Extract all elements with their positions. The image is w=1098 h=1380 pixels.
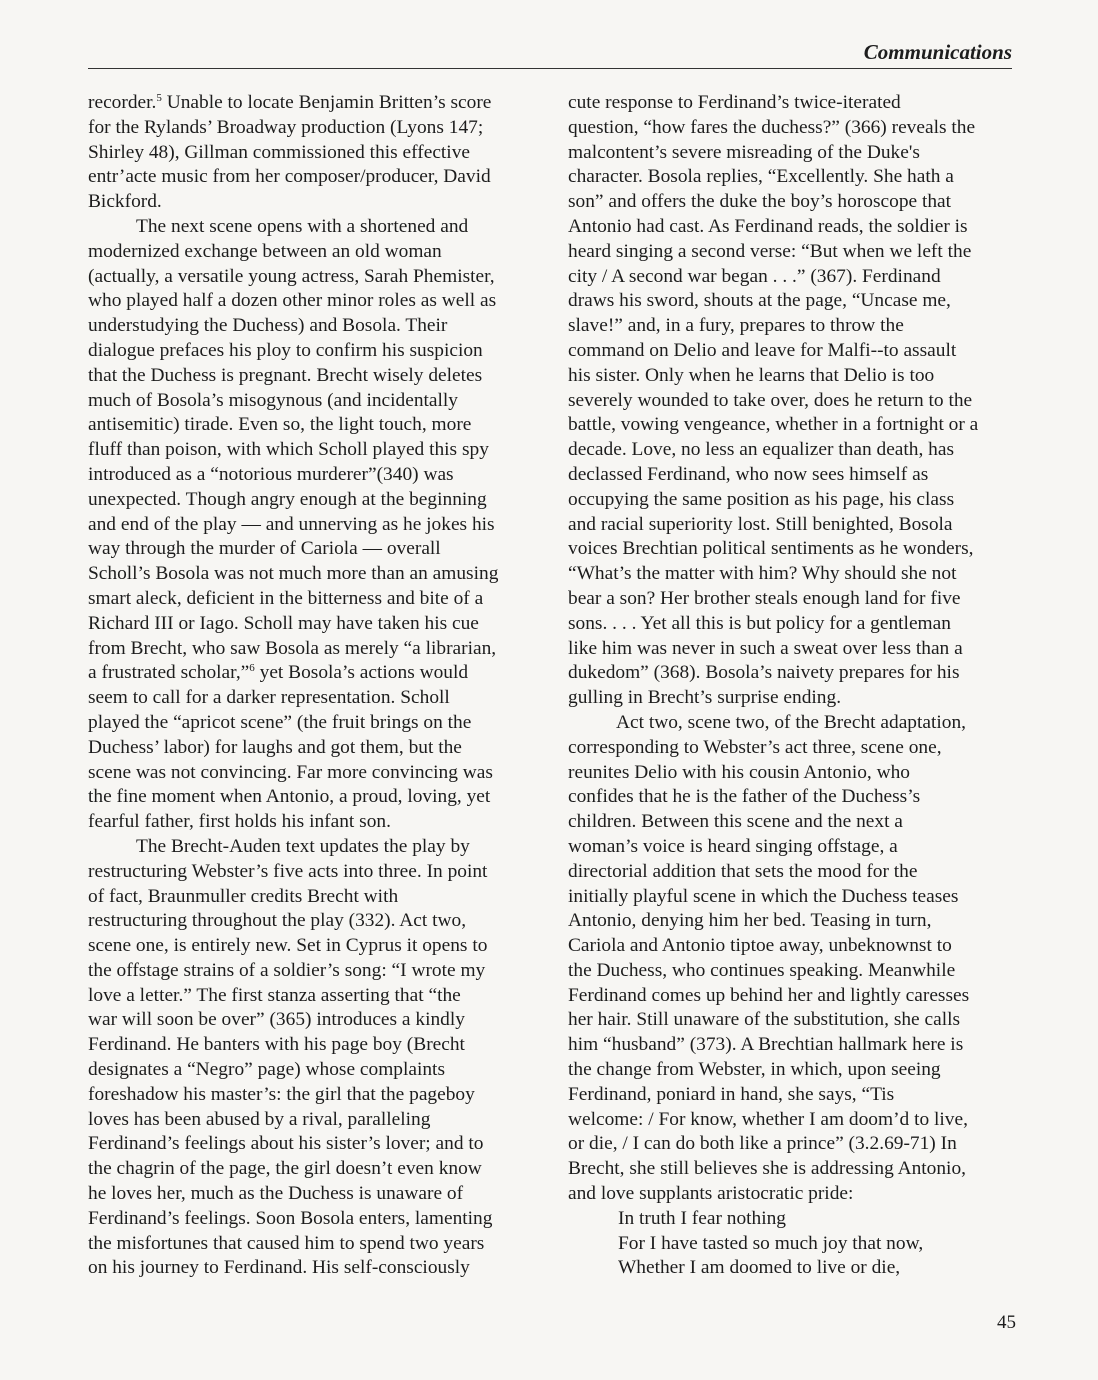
text-line — [88, 1132, 540, 1157]
text-line — [568, 909, 1014, 934]
line-text: “What’s the matter with him? Why should she not — [568, 563, 957, 585]
line-text: he loves her, much as the Duchess is unaware of — [88, 1183, 464, 1205]
text-line — [568, 835, 1014, 860]
line-text: sons. . . . Yet all this is but policy for a gentleman — [568, 612, 951, 634]
text-line — [88, 810, 540, 835]
text-line — [568, 215, 1014, 240]
line-text: that the Duchess is pregnant. Brecht wisely deletes — [88, 364, 483, 386]
line-text: like him was never in such a sweat over less than a — [568, 637, 963, 659]
line-text: for the Rylands’ Broadway production (Lyons 147; — [88, 116, 484, 138]
line-text: The next scene opens with a shortened and — [136, 215, 469, 237]
line-text: restructuring throughout the play (332). Act two, — [88, 910, 467, 932]
text-line — [568, 562, 1014, 587]
line-text: command on Delio and leave for Malfi--to assault — [568, 339, 957, 361]
line-text: modernized exchange between an old woman — [88, 240, 442, 262]
line-text: woman’s voice is heard singing offstage, a — [568, 835, 898, 857]
line-text: reunites Delio with his cousin Antonio, who — [568, 761, 911, 783]
text-line — [568, 1157, 1014, 1182]
text-line — [88, 761, 540, 786]
text-line — [88, 1108, 540, 1133]
text-line — [88, 289, 540, 314]
text-line — [88, 934, 540, 959]
line-text: heard singing a second verse: “But when we left the — [568, 240, 972, 262]
footnote-marker[interactable]: 6 — [249, 662, 255, 675]
line-text: Antonio had cast. As Ferdinand reads, the soldier is — [568, 215, 968, 237]
text-line — [88, 984, 540, 1009]
line-text: much of Bosola’s misogynous (and incidentally — [88, 389, 458, 411]
text-line — [568, 265, 1014, 290]
line-text: the chagrin of the page, the girl doesn’t even know — [88, 1158, 482, 1180]
line-text: city / A second war began . . .” (367). Ferdinand — [568, 265, 941, 287]
line-text: voices Brechtian political sentiments as he wonders, — [568, 538, 974, 560]
text-line — [568, 587, 1014, 612]
line-text: For I have tasted so much joy that now, — [618, 1232, 924, 1254]
line-text: welcome: / For know, whether I am doom’d to live, — [568, 1108, 968, 1130]
line-text: Act two, scene two, of the Brecht adaptation, — [616, 711, 966, 733]
text-line — [568, 612, 1014, 637]
line-text: love a letter.” The first stanza asserting that “the — [88, 984, 461, 1006]
line-text: his sister. Only when he learns that Delio is too — [568, 364, 935, 386]
line-text: decade. Love, no less an equalizer than death, has — [568, 439, 955, 461]
text-line — [568, 761, 1014, 786]
line-text: The Brecht-Auden text updates the play by — [136, 835, 470, 857]
text-line — [88, 1008, 540, 1033]
line-text: the change from Webster, in which, upon seeing — [568, 1059, 941, 1081]
text-line — [88, 513, 540, 538]
line-text: gulling in Brecht’s surprise ending. — [568, 687, 842, 709]
line-text: understudying the Duchess) and Bosola. Their — [88, 315, 448, 337]
text-line — [88, 909, 540, 934]
text-line — [568, 885, 1014, 910]
text-line — [88, 265, 540, 290]
text-line — [568, 165, 1014, 190]
text-line — [88, 661, 540, 686]
text-line — [568, 860, 1014, 885]
text-line — [88, 637, 540, 662]
text-line — [88, 1033, 540, 1058]
line-text: slave!” and, in a fury, prepares to throw the — [568, 315, 904, 337]
line-text: son” and offers the duke the boy’s horoscope that — [568, 191, 952, 213]
text-line — [88, 711, 540, 736]
line-text: children. Between this scene and the next a — [568, 811, 903, 833]
line-text: corresponding to Webster’s act three, scene one, — [568, 736, 942, 758]
text-line — [88, 314, 540, 339]
text-line — [88, 1083, 540, 1108]
line-text: foreshadow his master’s: the girl that the pageboy — [88, 1083, 475, 1105]
line-text: entr’acte music from her composer/producer, David — [88, 166, 491, 188]
line-text: Duchess’ labor) for laughs and got them, but the — [88, 736, 462, 758]
text-line — [88, 587, 540, 612]
text-line — [568, 537, 1014, 562]
line-text-continued: Unable to locate Benjamin Britten’s score — [161, 92, 492, 113]
text-line — [88, 438, 540, 463]
line-text: dialogue prefaces his ploy to confirm his suspicion — [88, 339, 483, 361]
line-text: restructuring Webster’s five acts into three. In point — [88, 860, 488, 882]
text-line — [568, 959, 1014, 984]
line-text: Scholl’s Bosola was not much more than an amusing — [88, 563, 499, 585]
line-text: Bickford. — [88, 191, 162, 213]
text-line — [88, 91, 540, 116]
running-header — [88, 40, 1012, 69]
text-line — [568, 785, 1014, 810]
line-text: character. Bosola replies, “Excellently. She hath a — [568, 166, 954, 188]
line-text: him “husband” (373). A Brechtian hallmark here is — [568, 1034, 964, 1056]
text-line — [88, 389, 540, 414]
line-text: declassed Ferdinand, who now sees himself as — [568, 463, 929, 485]
line-text: smart aleck, deficient in the bitterness and bite of a — [88, 587, 484, 609]
text-line — [568, 984, 1014, 1009]
left-text-column — [88, 91, 540, 1281]
text-line — [568, 463, 1014, 488]
text-line — [88, 463, 540, 488]
text-line — [568, 240, 1014, 265]
text-line — [88, 364, 540, 389]
text-line — [568, 91, 1014, 116]
line-text: (actually, a versatile young actress, Sarah Phemister, — [88, 265, 495, 287]
line-text-continued: yet Bosola’s actions would — [254, 662, 469, 684]
text-line — [568, 513, 1014, 538]
line-text: antisemitic) tirade. Even so, the light touch, more — [88, 414, 472, 436]
line-text: battle, vowing vengeance, whether in a fortnight or a — [568, 414, 979, 436]
line-text: dukedom” (368). Bosola’s naivety prepares for his — [568, 662, 960, 684]
line-text: fluff than poison, with which Scholl played this spy — [88, 439, 489, 461]
text-line — [568, 141, 1014, 166]
line-text: and love supplants aristocratic pride: — [568, 1183, 854, 1205]
text-line — [88, 1207, 540, 1232]
text-line — [568, 488, 1014, 513]
text-line — [568, 1108, 1014, 1133]
line-text: occupying the same position as his page, his class — [568, 488, 955, 510]
text-line — [88, 141, 540, 166]
text-line — [568, 1008, 1014, 1033]
line-text: a frustrated scholar,” — [88, 662, 250, 684]
page-number: 45 — [997, 1312, 1016, 1333]
text-line — [568, 1083, 1014, 1108]
line-text: and racial superiority lost. Still benighted, Bosola — [568, 513, 953, 535]
line-text: scene one, is entirely new. Set in Cyprus it opens to — [88, 935, 488, 957]
text-line — [568, 934, 1014, 959]
text-line — [568, 1182, 1014, 1207]
line-text: cute response to Ferdinand’s twice-iterated — [568, 92, 901, 113]
text-line — [88, 339, 540, 364]
line-text: Ferdinand comes up behind her and lightly caresses — [568, 984, 970, 1006]
text-line — [568, 190, 1014, 215]
text-line — [88, 686, 540, 711]
line-text: Whether I am doomed to live or die, — [618, 1257, 901, 1279]
line-text: Richard III or Iago. Scholl may have taken his cue — [88, 612, 479, 634]
text-line — [568, 637, 1014, 662]
line-text: draws his sword, shouts at the page, “Uncase me, — [568, 290, 951, 312]
line-text: recorder. — [88, 92, 157, 113]
line-text: war will soon be over” (365) introduces a kindly — [88, 1009, 465, 1031]
line-text: designates a “Negro” page) whose complaints — [88, 1059, 445, 1081]
text-line — [88, 190, 540, 215]
line-text: Shirley 48), Gillman commissioned this effective — [88, 141, 470, 163]
line-text: fearful father, first holds his infant son. — [88, 811, 391, 833]
line-text: question, “how fares the duchess?” (366) reveals the — [568, 116, 976, 138]
line-text: severely wounded to take over, does he return to the — [568, 389, 973, 411]
text-line — [88, 537, 540, 562]
text-line — [88, 959, 540, 984]
line-text: Ferdinand, poniard in hand, she says, “Tis — [568, 1083, 895, 1105]
text-line — [568, 1058, 1014, 1083]
text-line — [88, 612, 540, 637]
line-text: who played half a dozen other minor roles as well as — [88, 290, 497, 312]
text-line — [568, 438, 1014, 463]
line-text: In truth I fear nothing — [618, 1207, 787, 1229]
verse-line — [568, 1207, 1014, 1232]
text-line — [88, 785, 540, 810]
text-line — [568, 413, 1014, 438]
text-line — [568, 661, 1014, 686]
line-text: malcontent’s severe misreading of the Duke's — [568, 141, 920, 163]
line-text: or die, / I can do both like a prince” (3.2.69-71) In — [568, 1133, 957, 1155]
line-text: her hair. Still unaware of the substitution, she calls — [568, 1009, 961, 1031]
line-text: Antonio, denying him her bed. Teasing in turn, — [568, 910, 932, 932]
line-text: the fine moment when Antonio, a proud, loving, yet — [88, 786, 491, 808]
text-line — [568, 116, 1014, 141]
text-line — [88, 885, 540, 910]
text-line — [88, 1157, 540, 1182]
line-text: initially playful scene in which the Duchess teases — [568, 885, 959, 907]
text-line — [88, 413, 540, 438]
text-line — [568, 339, 1014, 364]
text-line — [568, 1132, 1014, 1157]
right-text-column — [568, 91, 1014, 1281]
line-text: way through the murder of Cariola — overall — [88, 538, 441, 560]
text-line — [88, 1256, 540, 1281]
line-text: and end of the play — and unnerving as he jokes his — [88, 513, 495, 535]
line-text: Ferdinand. He banters with his page boy (Brecht — [88, 1034, 465, 1056]
line-text: the Duchess, who continues speaking. Meanwhile — [568, 959, 956, 981]
line-text: confides that he is the father of the Duchess’s — [568, 786, 921, 808]
text-line — [88, 488, 540, 513]
line-text: introduced as a “notorious murderer”(340) was — [88, 463, 454, 485]
text-line — [568, 389, 1014, 414]
text-line — [88, 1058, 540, 1083]
footnote-marker[interactable]: 5 — [156, 92, 162, 104]
text-line — [568, 364, 1014, 389]
text-line — [568, 711, 1014, 736]
text-line — [88, 165, 540, 190]
verse-line — [568, 1232, 1014, 1257]
verse-line — [568, 1256, 1014, 1281]
line-text: Ferdinand’s feelings. Soon Bosola enters, lamenting — [88, 1207, 493, 1229]
line-text: the misfortunes that caused him to spend two years — [88, 1232, 485, 1254]
journal-section-title: Communications — [863, 40, 1012, 64]
text-line — [88, 835, 540, 860]
line-text: scene was not convincing. Far more convincing was — [88, 761, 493, 783]
text-line — [88, 116, 540, 141]
text-line — [568, 314, 1014, 339]
text-line — [88, 562, 540, 587]
line-text: bear a son? Her brother steals enough land for five — [568, 587, 961, 609]
line-text: Ferdinand’s feelings about his sister’s lover; and to — [88, 1133, 484, 1155]
line-text: of fact, Braunmuller credits Brecht with — [88, 885, 399, 907]
text-line — [88, 1232, 540, 1257]
line-text: on his journey to Ferdinand. His self-consciously — [88, 1257, 470, 1279]
line-text: Cariola and Antonio tiptoe away, unbeknownst to — [568, 935, 952, 957]
text-line — [88, 736, 540, 761]
text-line — [568, 810, 1014, 835]
text-line — [568, 1033, 1014, 1058]
line-text: unexpected. Though angry enough at the beginning — [88, 488, 487, 510]
text-line — [568, 686, 1014, 711]
line-text: from Brecht, who saw Bosola as merely “a librarian, — [88, 637, 497, 659]
text-line — [88, 860, 540, 885]
text-line — [568, 736, 1014, 761]
line-text: directorial addition that sets the mood for the — [568, 860, 918, 882]
text-line — [88, 240, 540, 265]
line-text: seem to call for a darker representation. Scholl — [88, 687, 450, 709]
line-text: played the “apricot scene” (the fruit brings on the — [88, 711, 472, 733]
text-line — [568, 289, 1014, 314]
line-text: loves has been abused by a rival, paralleling — [88, 1108, 431, 1130]
line-text: the offstage strains of a soldier’s song: “I wrote my — [88, 959, 486, 981]
text-line — [88, 1182, 540, 1207]
text-line — [88, 215, 540, 240]
line-text: Brecht, she still believes she is addressing Antonio, — [568, 1158, 966, 1180]
